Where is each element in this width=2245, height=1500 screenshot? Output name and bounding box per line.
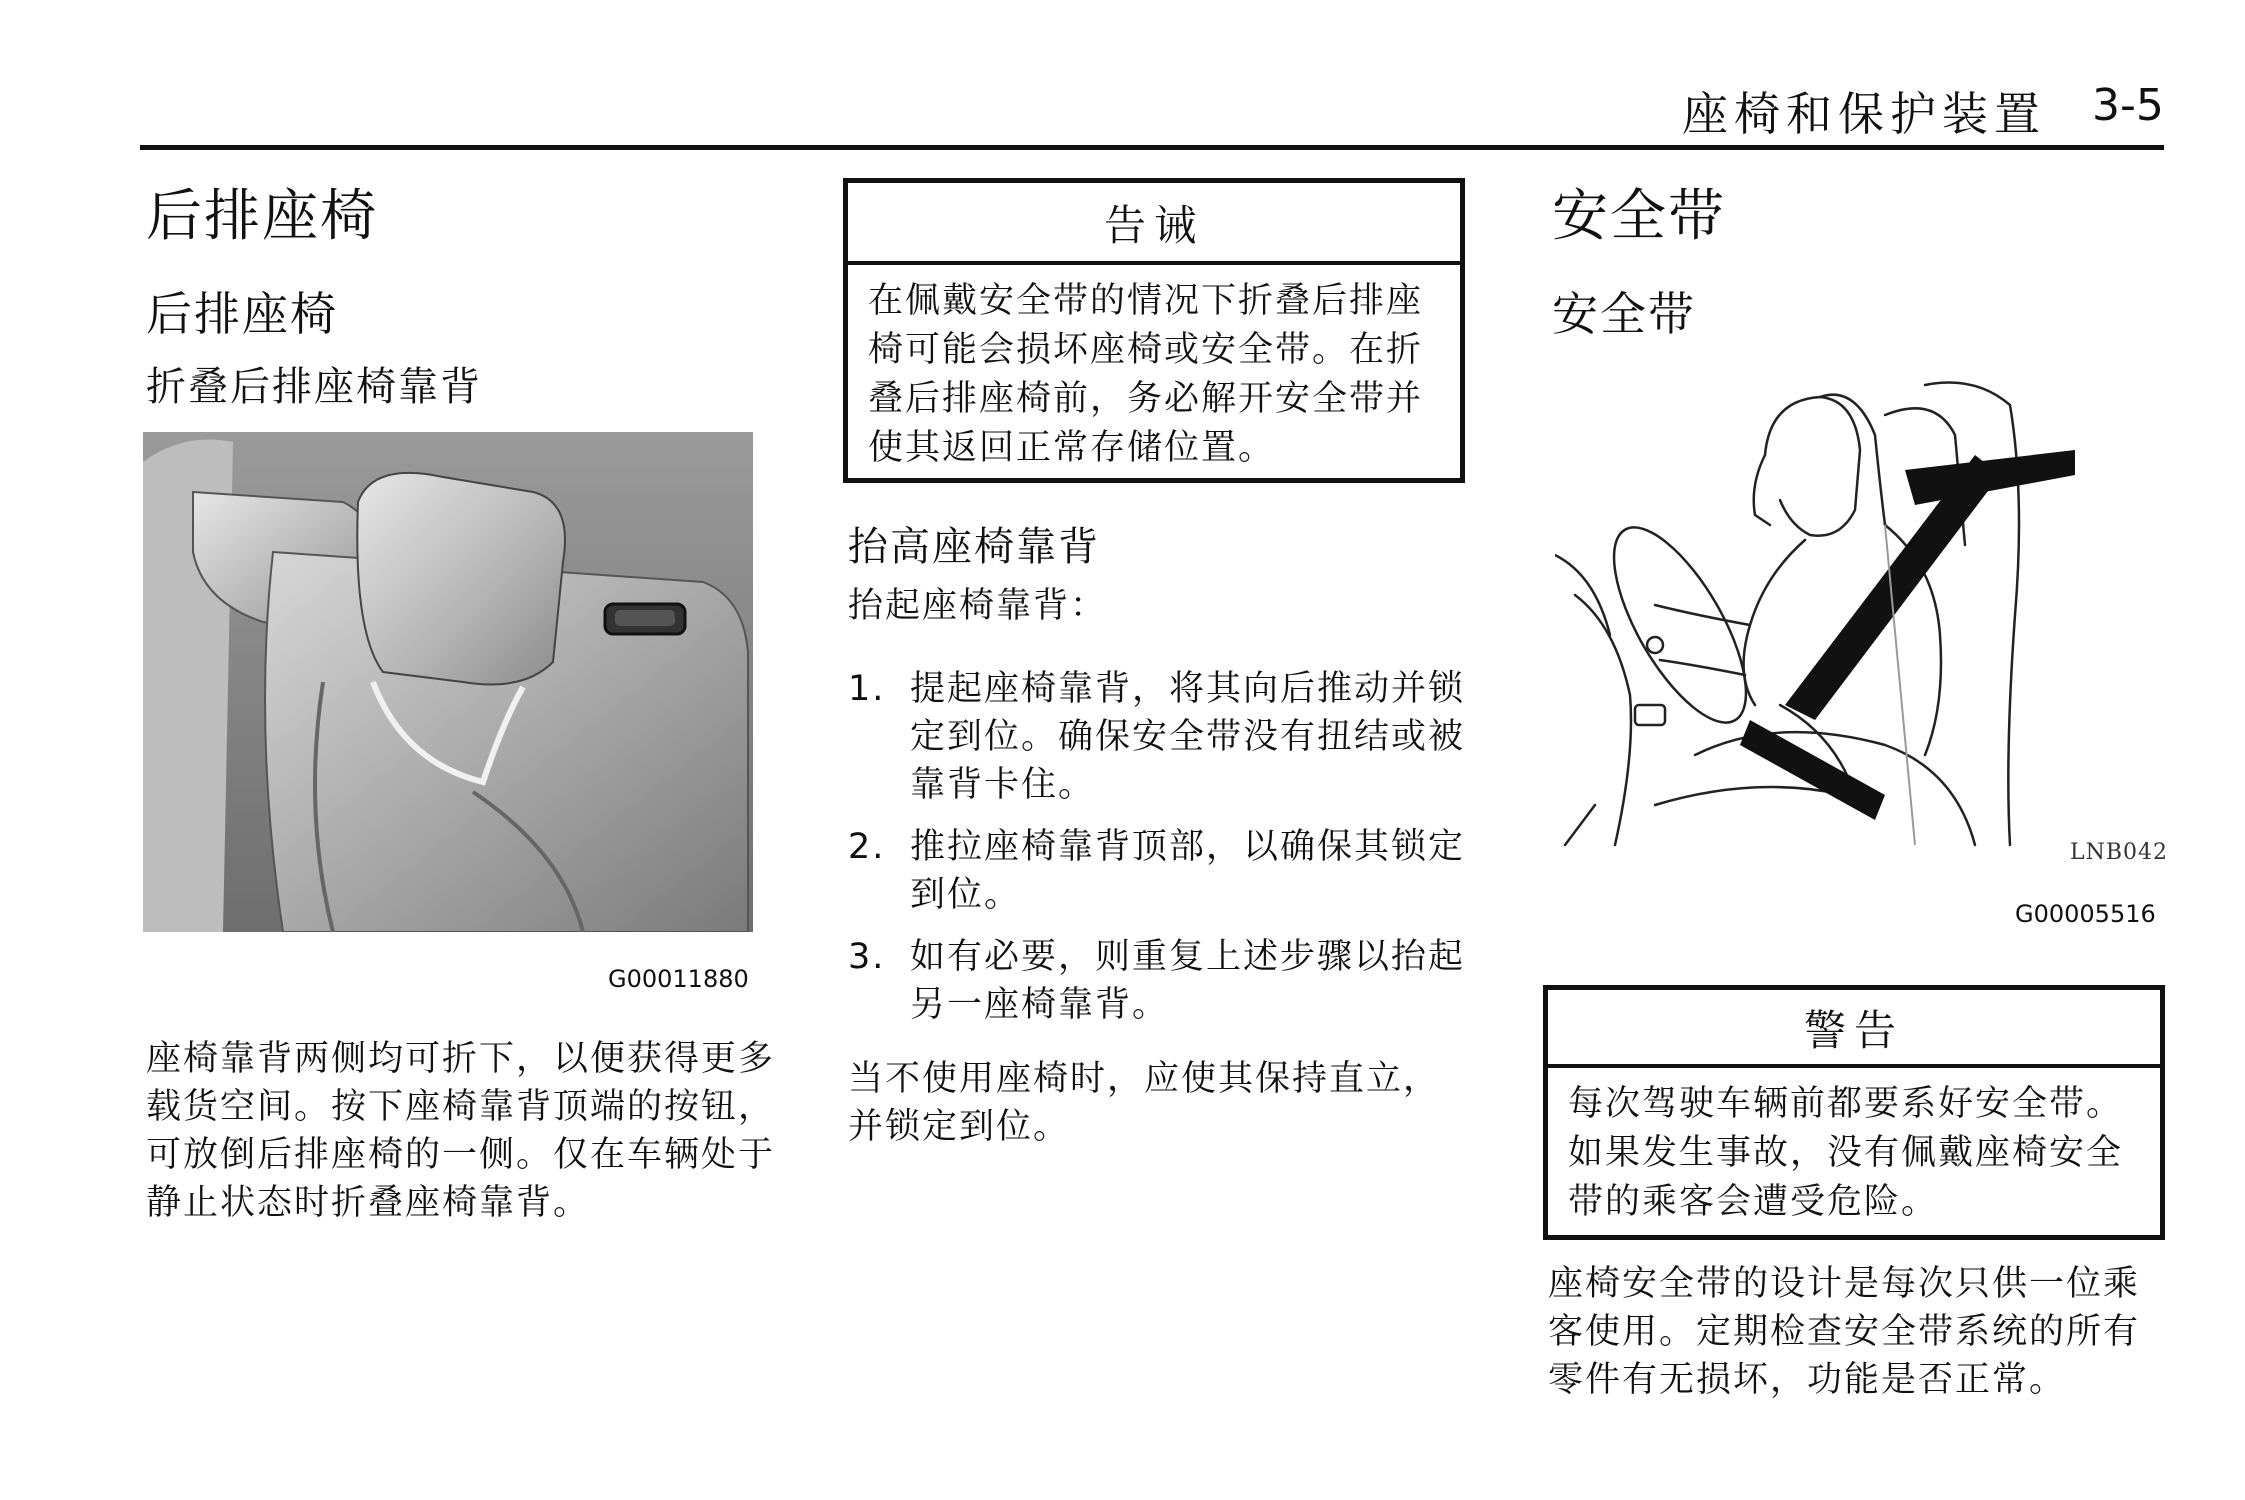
subsection-heading-rear-seats: 后排座椅 — [146, 287, 338, 341]
caution-box — [843, 178, 1465, 483]
list-item — [848, 823, 1468, 919]
raise-intro: 抬起座椅靠背： — [848, 586, 1108, 626]
seat-belt-illustration — [1555, 375, 2085, 855]
seat-belt-paragraph: 座椅安全带的设计是每次只供一位乘客使用。定期检查安全带系统的所有零件有无损坏，功能是否正常。 — [1548, 1264, 2141, 1400]
list-item — [848, 933, 1468, 1029]
rear-seat-illustration — [143, 432, 753, 932]
raise-steps-list — [848, 665, 1468, 1043]
topic-heading-fold-seatback: 折叠后排座椅靠背 — [146, 364, 482, 410]
warning-title: 警告 — [1548, 990, 2160, 1068]
rear-seat-paragraph: 座椅靠背两侧均可折下，以便获得更多载货空间。按下座椅靠背顶端的按钮，可放倒后排座椅的一侧。仅在车辆处于静止状态时折叠座椅靠背。 — [146, 1039, 776, 1223]
caution-text: 在佩戴安全带的情况下折叠后排座椅可能会损坏座椅或安全带。在折叠后排座椅前，务必解开安全带并使其返回正常存储位置。 — [868, 281, 1424, 468]
warning-box — [1543, 985, 2165, 1240]
figure-label-lnb042: LNB042 — [2070, 840, 2169, 865]
section-heading-rear-seats: 后排座椅 — [146, 184, 378, 249]
step-number: 2. — [848, 827, 886, 867]
subsection-heading-seat-belts: 安全带 — [1552, 287, 1696, 341]
step-text: 推拉座椅靠背顶部，以确保其锁定到位。 — [910, 827, 1466, 915]
warning-text: 每次驾驶车辆前都要系好安全带。如果发生事故，没有佩戴座椅安全带的乘客会遭受危险。 — [1568, 1084, 2124, 1222]
caution-title: 告诫 — [848, 183, 1460, 265]
figure-caption-seat-belt: G00005516 — [2015, 900, 2156, 928]
step-text: 如有必要，则重复上述步骤以抬起另一座椅靠背。 — [910, 937, 1466, 1025]
topic-heading-raise-seatback: 抬高座椅靠背 — [848, 524, 1100, 570]
raise-closing-paragraph: 当不使用座椅时，应使其保持直立，并锁定到位。 — [848, 1059, 1441, 1147]
page-number: 3-5 — [2092, 80, 2164, 131]
step-number: 1. — [848, 669, 886, 709]
header-rule — [140, 145, 2164, 150]
section-heading-seat-belts: 安全带 — [1552, 184, 1726, 249]
step-number: 3. — [848, 937, 886, 977]
figure-caption-rear-seat: G00011880 — [608, 965, 749, 993]
page-header-title: 座椅和保护装置 — [1682, 87, 2046, 141]
list-item — [848, 665, 1468, 809]
step-text: 提起座椅靠背，将其向后推动并锁定到位。确保安全带没有扭结或被靠背卡住。 — [910, 669, 1466, 805]
